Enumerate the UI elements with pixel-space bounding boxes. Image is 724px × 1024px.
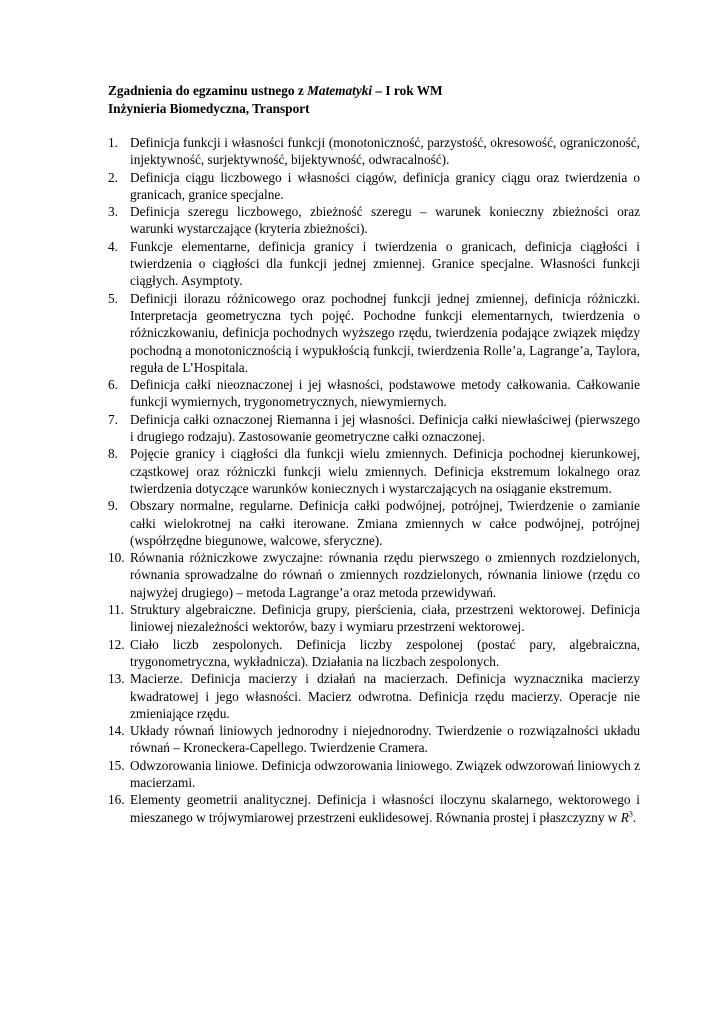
topic-item-8 [108,445,640,497]
title-subject: Matematyki [307,83,373,98]
topic-text: Obszary normalne, regularne. Definicja całki podwójnej, potrójnej, Twierdzenie o zamianie całki wielokrotnej na całki iterowane. Zmiana zmiennych w całce podwójnej, potrójnej (współrzędne biegunowe, walcowe, sferyczne). [130,498,640,548]
topic-number: 1. [108,135,118,150]
topic-number: 13. [108,671,125,687]
topic-text: Definicja funkcji i własności funkcji (monotoniczność, parzystość, okresowość, ograniczoność, injektywność, surjektywność, bijektywność, odwracalność). [130,135,640,168]
topic-number: 15. [108,757,125,773]
topic-item-7 [108,411,640,446]
topic-item-9 [108,497,640,549]
topic-item-6 [108,376,640,411]
topic-text: Definicja całki nieoznaczonej i jej własności, podstawowe metody całkowania. Całkowanie funkcji wymiernych, trygonometrycznych, niewymiernych. [130,377,640,410]
topic-number: 16. [108,792,125,808]
topic-text: Definicja całki oznaczonej Riemanna i jej własności. Definicja całki niewłaściwej (pierwszego i drugiego rodzaju). Zastosowanie geometryczne całki oznaczonej. [130,411,640,445]
topic-text: Definicja ciągu liczbowego i własności ciągów, definicja granicy ciągu oraz twierdzenia o granicach, granice specjalne. [130,169,640,202]
topic-text [130,792,640,824]
topic-item-5 [108,290,640,376]
topic-number: 10. [108,550,125,566]
topic-text-tail: . [632,809,637,825]
topic-number: 9. [108,498,118,514]
topic-item-2 [108,169,640,204]
document-title [108,82,640,100]
math-exponent: 3 [628,809,633,819]
topic-number: 5. [108,290,118,306]
document-page [108,82,640,826]
topic-number: 11. [108,602,125,618]
topic-item-12 [108,636,640,671]
topic-text: Pojęcie granicy i ciągłości dla funkcji wielu zmiennych. Definicja pochodnej kierunkowej, cząstkowej oraz różniczki funkcji wielu zmiennych. Definicja ekstremum lokalnego oraz twierdzenia dotyczące warunków koniecznych i wystarczających na osiąganie ekstremum. [130,446,640,496]
topic-text-body: Elementy geometrii analitycznej. Definicja i własności iloczynu skalarnego, wektorowego i mieszanego w trójwymiarowej przestrzeni euklidesowej. Równania prostej i płaszczyzny w [130,792,640,825]
topic-number: 8. [108,446,118,462]
document-subtitle: Inżynieria Biomedyczna, Transport [108,101,310,116]
math-symbol-r: R [620,809,629,825]
topic-text: Odwzorowania liniowe. Definicja odwzorowania liniowego. Związek odwzorowań liniowych z macierzami. [130,757,640,790]
topic-text: Ciało liczb zespolonych. Definicja liczby zespolonej (postać pary, algebraiczna, trygonometryczna, wykładnicza). Działania na liczbach zespolonych. [130,636,640,669]
topic-list [108,134,640,826]
topic-item-3 [108,203,640,238]
topic-item-13 [108,670,640,722]
topic-item-16 [108,791,640,826]
topic-item-15 [108,757,640,792]
topic-number: 4. [108,238,118,254]
topic-number: 14. [108,723,125,739]
topic-item-4 [108,238,640,290]
topic-number: 7. [108,411,118,427]
topic-text: Definicji ilorazu różnicowego oraz pochodnej funkcji jednej zmiennej, definicja różniczki. Interpretacja geometryczna tych pojęć. Pochodne funkcji elementarnych, twierdzenia o różniczkowaniu, definicja pochodnych wyższego rzędu, twierdzenia podające związek między pochodną a monotonicznością i wypukłością funkcji, twierdzenia Rolle’a, Lagrange’a, Taylora, reguła de L’Hospitala. [130,290,640,375]
topic-item-11 [108,601,640,636]
topic-number: 12. [108,636,125,652]
topic-text: Macierze. Definicja macierzy i działań na macierzach. Definicja wyznacznika macierzy kwadratowej i jego własności. Macierz odwrotna. Definicja rzędu macierzy. Operacje nie zmieniające rzędu. [130,671,640,721]
topic-text: Funkcje elementarne, definicja granicy i twierdzenia o granicach, definicja ciągłości i twierdzenia o ciągłości dla funkcji jednej zmiennej. Granice specjalne. Własności funkcji ciągłych. Asymptoty. [130,238,640,289]
topic-number: 3. [108,204,118,220]
topic-number: 2. [108,169,118,185]
title-prefix: Zgadnienia do egzaminu ustnego z [108,83,308,98]
topic-item-14 [108,722,640,757]
topic-text: Równania różniczkowe zwyczajne: równania rzędu pierwszego o zmiennych rozdzielonych, równania sprowadzalne do równań o zmiennych rozdzielonych, równania liniowe (rzędu co najwyżej drugiego) – metoda Lagrange’a oraz metoda przewidywań. [130,550,640,600]
topic-text: Układy równań liniowych jednorodny i niejednorodny. Twierdzenie o rozwiązalności układu równań – Kroneckera-Capellego. Twierdzenie Cramera. [130,723,640,756]
topic-item-1 [108,134,640,169]
topic-item-10 [108,549,640,601]
topic-number: 6. [108,377,118,393]
topic-text: Definicja szeregu liczbowego, zbieżność szeregu – warunek konieczny zbieżności oraz warunki wystarczające (kryteria zbieżności). [130,204,640,237]
title-suffix: – I rok WM [372,83,443,98]
topic-text: Struktury algebraiczne. Definicja grupy, pierścienia, ciała, przestrzeni wektorowej. Definicja liniowej niezależności wektorów, bazy i wymiaru przestrzeni wektorowej. [130,602,640,635]
